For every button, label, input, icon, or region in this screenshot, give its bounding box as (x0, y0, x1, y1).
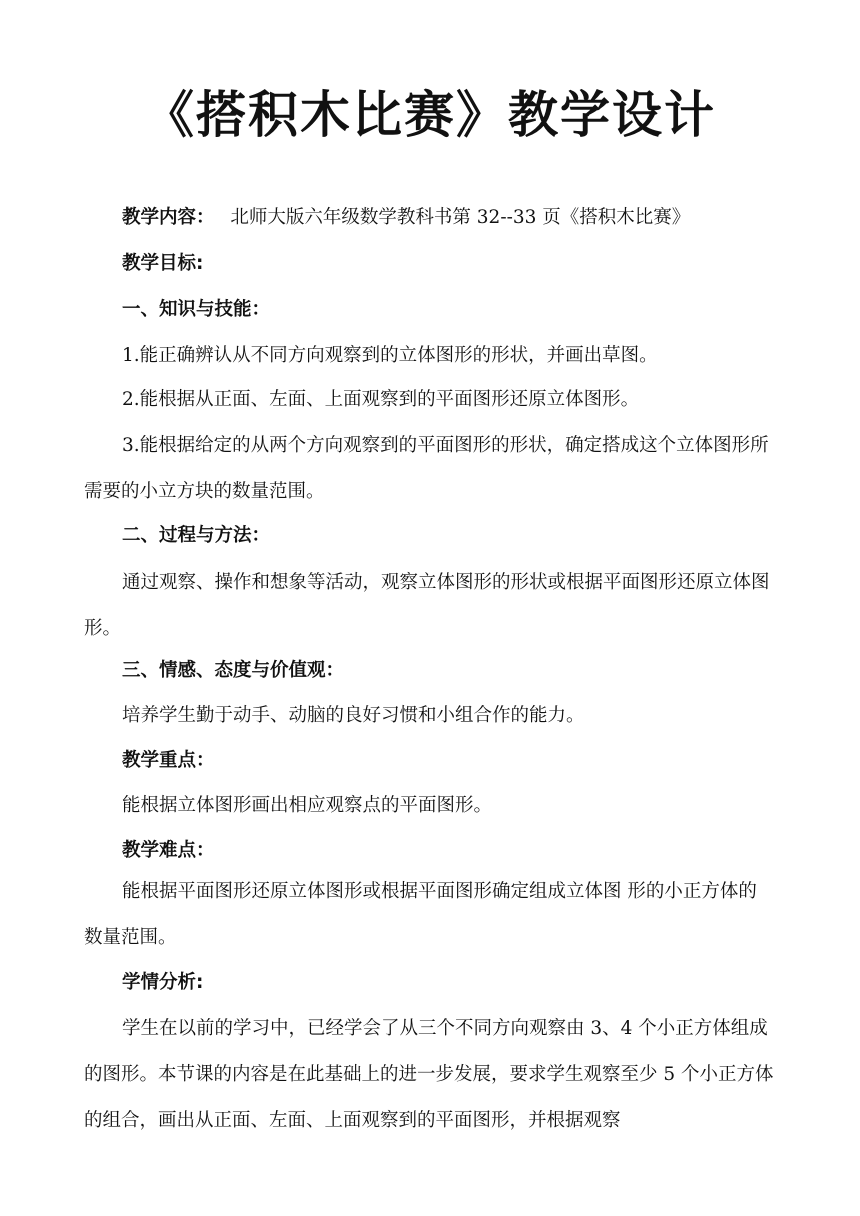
analysis-text: 学生在以前的学习中，已经学会了从三个不同方向观察由 3、4 个小正方体组成的图形。本节课的内容是在此基础上的进一步发展，要求学生观察至少 5 个小正方体的组合，画出从正面、左面、上面观察到的平面图形，并根据观察 (84, 1018, 774, 1131)
teaching-content-line (122, 203, 822, 233)
teaching-content-label: 教学内容： (122, 207, 215, 228)
document-title: 《搭积木比赛》教学设计 (144, 86, 716, 144)
section2-text: 通过观察、操作和想象等活动，观察立体图形的形状或根据平面图形还原立体图形。 (84, 572, 770, 639)
goal-item-1: 1.能正确辨认从不同方向观察到的立体图形的形状，并画出草图。 (122, 345, 658, 366)
goal-item-2: 2.能根据从正面、左面、上面观察到的平面图形还原立体图形。 (122, 389, 640, 410)
section1-heading: 一、知识与技能： (122, 299, 271, 320)
difficulty-text: 能根据平面图形还原立体图形或根据平面图形确定组成立体图 形的小正方体的数量范围。 (84, 881, 757, 948)
goal-item-3: 3.能根据给定的从两个方向观察到的平面图形的形状，确定搭成这个立体图形所需要的小立方块的数量范围。 (84, 435, 769, 502)
teaching-content-text: 北师大版六年级数学教科书第 32--33 页《搭积木比赛》 (230, 207, 691, 228)
analysis-label: 学情分析: (122, 972, 204, 993)
section3-heading: 三、情感、态度与价值观： (122, 660, 345, 681)
section3-text: 培养学生勤于动手、动脑的良好习惯和小组合作的能力。 (122, 705, 585, 726)
teaching-goals-label: 教学目标: (122, 253, 204, 274)
key-points-label: 教学重点： (122, 750, 215, 771)
difficulty-label: 教学难点： (122, 840, 215, 861)
section2-heading: 二、过程与方法： (122, 525, 271, 546)
key-points-text: 能根据立体图形画出相应观察点的平面图形。 (122, 795, 493, 816)
